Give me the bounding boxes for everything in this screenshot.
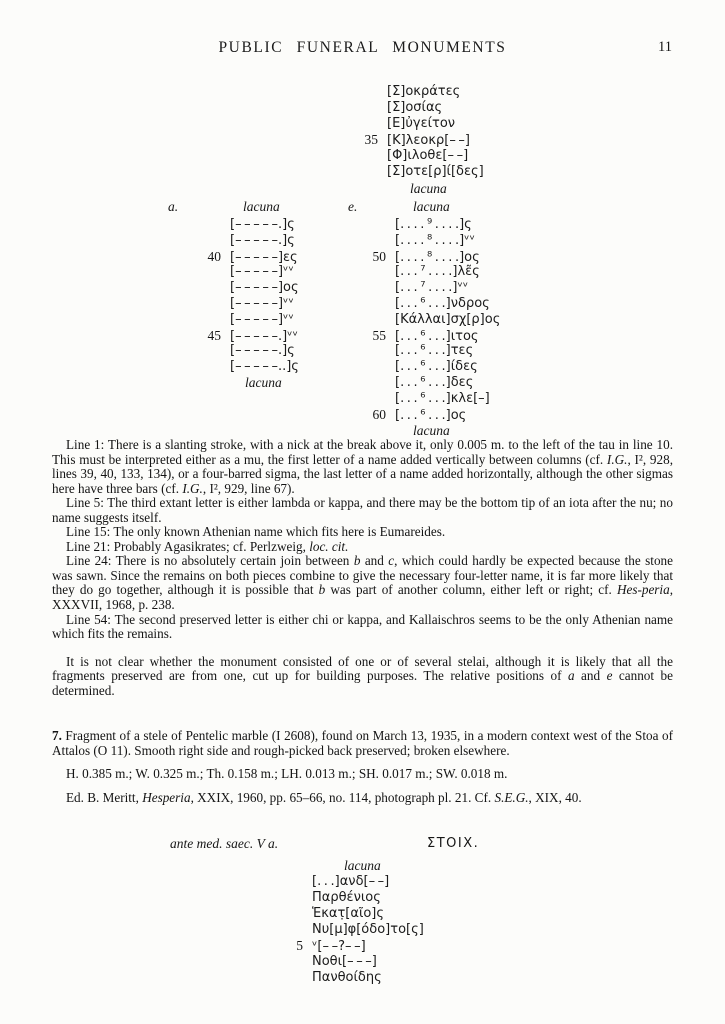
inscription-line bbox=[360, 296, 500, 312]
inscription-line bbox=[360, 312, 500, 328]
inscription-line bbox=[352, 132, 484, 148]
inscription-line-text: Ἑκατ̣[αῖο]ς bbox=[312, 906, 384, 921]
inscription-line-text: [. . . ⁶ . . .]ιτος bbox=[395, 328, 479, 344]
inscription-line-text: [– – – – –.]ς bbox=[230, 217, 295, 232]
entry-7-description-paragraph bbox=[52, 729, 673, 758]
inscription-line bbox=[195, 343, 299, 359]
lacuna-label: lacuna bbox=[413, 423, 450, 438]
inscription-line bbox=[360, 391, 500, 407]
inscription-line bbox=[277, 890, 424, 906]
inscription-line-text: [. . . ⁶ . . .]τες bbox=[395, 343, 474, 359]
inscription-line-text: [. . . ⁷ . . . .]ᵛᵛ bbox=[395, 280, 469, 296]
inscription-line bbox=[195, 217, 299, 233]
inscription-line-text: [Κάλλαι]σχ[ρ]ος bbox=[395, 311, 501, 327]
inscription-line-text: [– – – – –]ᵛᵛ bbox=[230, 295, 294, 311]
inscription-line-text: [– – – – –.]ς bbox=[230, 343, 295, 359]
inscription-line-number: 40 bbox=[207, 248, 221, 264]
inscription-line-text: [. . . . ⁸ . . . .]ος bbox=[395, 249, 480, 265]
inscription-line bbox=[195, 233, 299, 249]
lacuna-label: lacuna bbox=[243, 199, 280, 214]
commentary-paragraph: Line 54: The second preserved letter is either chi or kappa, and Kallaischros seems to be the only Athenian name which fits the remains. bbox=[52, 611, 673, 642]
inscription-line-text: [. . . ⁶ . . .]ος bbox=[395, 407, 467, 423]
inscription-line bbox=[360, 280, 500, 296]
inscription-line bbox=[277, 938, 424, 954]
inscription-line bbox=[360, 217, 500, 233]
inscription-column-top bbox=[352, 84, 484, 180]
inscription-line bbox=[195, 296, 299, 312]
inscription-line-text: [Ε]ὐγείτον bbox=[387, 116, 456, 131]
inscription-line bbox=[352, 84, 484, 100]
inscription-line-text: [– – – – –]ᵛᵛ bbox=[230, 311, 294, 327]
inscription-line-text: [Σ]οτε[ρ]ί[δες] bbox=[387, 164, 484, 179]
inscription-line bbox=[360, 407, 500, 423]
entry-7-description: Fragment of a stele of Pentelic marble (I 2608), found on March 13, 1935, in a modern context west of the Stoa of Attalos (O 11). Smooth right side and rough-picked back preserved; broken elsewhere. bbox=[52, 728, 673, 758]
inscription-column-7 bbox=[277, 874, 424, 986]
inscription-line bbox=[360, 233, 500, 249]
inscription-line bbox=[195, 280, 299, 296]
commentary-paragraph: Line 15: The only known Athenian name which fits here is Eumareides. bbox=[66, 524, 446, 540]
inscription-line-text: [– – – – –..]ς bbox=[230, 359, 299, 375]
inscription-line-text: [Σ]οσίας bbox=[387, 100, 443, 115]
inscription-line-text: [. . . ⁶ . . .]νδρος bbox=[395, 295, 490, 311]
inscription-line bbox=[277, 906, 424, 922]
lacuna-label: lacuna bbox=[413, 199, 450, 214]
lacuna-label: lacuna bbox=[245, 375, 282, 390]
entry-7-dimensions: H. 0.385 m.; W. 0.325 m.; Th. 0.158 m.; LH. 0.013 m.; SH. 0.017 m.; SW. 0.018 m. bbox=[66, 766, 508, 782]
fragment-e-label: e. bbox=[348, 199, 358, 214]
inscription-line-text: [. . . ⁶ . . .]ίδες bbox=[395, 359, 478, 375]
inscription-line bbox=[195, 328, 299, 344]
inscription-line-text: [. . .]ανδ[– –] bbox=[312, 874, 390, 889]
inscription-line-text: [. . . ⁶ . . .]δες bbox=[395, 374, 474, 390]
fragment-a-label: a. bbox=[168, 199, 179, 214]
inscription-column-e bbox=[360, 217, 500, 422]
inscription-line-number: 35 bbox=[364, 132, 378, 147]
inscription-line bbox=[360, 264, 500, 280]
inscription-column-a bbox=[195, 217, 299, 375]
inscription-line-number: 60 bbox=[372, 406, 386, 422]
inscription-line-text: Πανθοίδης bbox=[312, 970, 382, 985]
inscription-line-number: 5 bbox=[296, 938, 303, 953]
inscription-line bbox=[195, 264, 299, 280]
entry-7-edition: Ed. B. Meritt, Hesperia, XXIX, 1960, pp. 65–66, no. 114, photograph pl. 21. Cf. S.E.G., XIX, 40. bbox=[66, 789, 582, 805]
inscription-line-text: [– – – – –]ᵛᵛ bbox=[230, 264, 294, 280]
inscription-line bbox=[360, 359, 500, 375]
entry-7 bbox=[52, 729, 673, 805]
inscription-line-text: Παρθένιος bbox=[312, 890, 381, 905]
entry-7-stoich-label: ΣΤΟΙΧ. bbox=[427, 836, 480, 851]
commentary-paragraph: Line 5: The third extant letter is either lambda or kappa, and there may be the bottom tip of an iota after the nu; no name suggests itself. bbox=[52, 495, 673, 525]
inscription-line-text: Νυ[μ]φ[όδο]το[ς] bbox=[312, 922, 424, 937]
summary-paragraph: It is not clear whether the monument consisted of one or of several stelai, although it is likely that all the fragments preserved are from one, cut up for building purposes. The relative positions of a and e cannot be determined. bbox=[52, 653, 673, 698]
inscription-line-text: [– – – – –]ες bbox=[230, 249, 298, 265]
inscription-line bbox=[277, 922, 424, 938]
inscription-line bbox=[277, 970, 424, 986]
inscription-line-text: [Φ]ιλοθε[– –] bbox=[387, 148, 469, 163]
inscription-line-text: [. . . ⁶ . . .]κλε[–] bbox=[395, 390, 490, 406]
inscription-line bbox=[352, 100, 484, 116]
commentary-paragraph: Line 24: There is no absolutely certain join between b and c, which could hardly be expected because the stone was sawn. Since the remains on both pieces combine to give the necessary four-letter name, it is far more likely that they do go together, although it is possible that b was part of another column, either left or right; cf. Hes-peria, XXXVII, 1968, p. 238. bbox=[52, 553, 674, 613]
inscription-line-text: [. . . . ⁸ . . . .]ᵛᵛ bbox=[395, 232, 476, 248]
inscription-line-number: 50 bbox=[372, 248, 386, 264]
inscription-line bbox=[360, 375, 500, 391]
inscription-line bbox=[352, 148, 484, 164]
inscription-line bbox=[352, 116, 484, 132]
inscription-line bbox=[195, 359, 299, 375]
inscription-line-text: Νοθι[– – –] bbox=[312, 954, 377, 969]
inscription-line bbox=[195, 312, 299, 328]
inscription-line-text: [– – – – –.]ς bbox=[230, 232, 295, 248]
inscription-line-text: [– – – – –]ος bbox=[230, 280, 299, 296]
inscription-line bbox=[360, 249, 500, 265]
commentary-paragraph: Line 21: Probably Agasikrates; cf. Perlzweig, loc. cit. bbox=[66, 538, 349, 554]
inscription-line-text: [Σ]οκράτες bbox=[387, 84, 461, 99]
inscription-line bbox=[195, 249, 299, 265]
inscription-line bbox=[360, 343, 500, 359]
lacuna-label: lacuna bbox=[344, 858, 381, 873]
inscription-line bbox=[352, 164, 484, 180]
lacuna-label: lacuna bbox=[410, 181, 447, 196]
page-number: 11 bbox=[658, 39, 672, 55]
commentary-paragraph: Line 1: There is a slanting stroke, with a nick at the break above it, only 0.005 m. to the left of the tau in line 10. This must be interpreted either as a mu, the first letter of a name added vertically between columns (cf. I.G., I², 928, lines 39, 40, 133, 134), or a four-barred sigma, the last letter of a name added horizontally, although the other sigmas here have three bars (cf. I.G., I², 929, line 67). bbox=[52, 437, 673, 496]
page-title: PUBLIC FUNERAL MONUMENTS bbox=[218, 39, 507, 56]
entry-7-date-label: ante med. saec. V a. bbox=[170, 836, 279, 851]
commentary-paragraphs bbox=[52, 438, 673, 642]
inscription-line-text: [– – – – –.]ᵛᵛ bbox=[230, 328, 299, 344]
inscription-line-number: 45 bbox=[207, 327, 221, 343]
inscription-line-text: ᵛ[– –?– –] bbox=[312, 939, 366, 954]
inscription-line-text: [. . . ⁷ . . . .]λε̃ς bbox=[395, 264, 480, 280]
inscription-line bbox=[277, 954, 424, 970]
commentary-block bbox=[52, 438, 673, 698]
inscription-line bbox=[360, 328, 500, 344]
inscription-line-text: [. . . . ⁹ . . . .]ς bbox=[395, 217, 472, 232]
inscription-line-text: [Κ]λεοκρ[– –] bbox=[387, 133, 470, 148]
entry-7-number: 7. bbox=[52, 728, 62, 743]
inscription-line bbox=[277, 874, 424, 890]
inscription-line-number: 55 bbox=[372, 327, 386, 343]
